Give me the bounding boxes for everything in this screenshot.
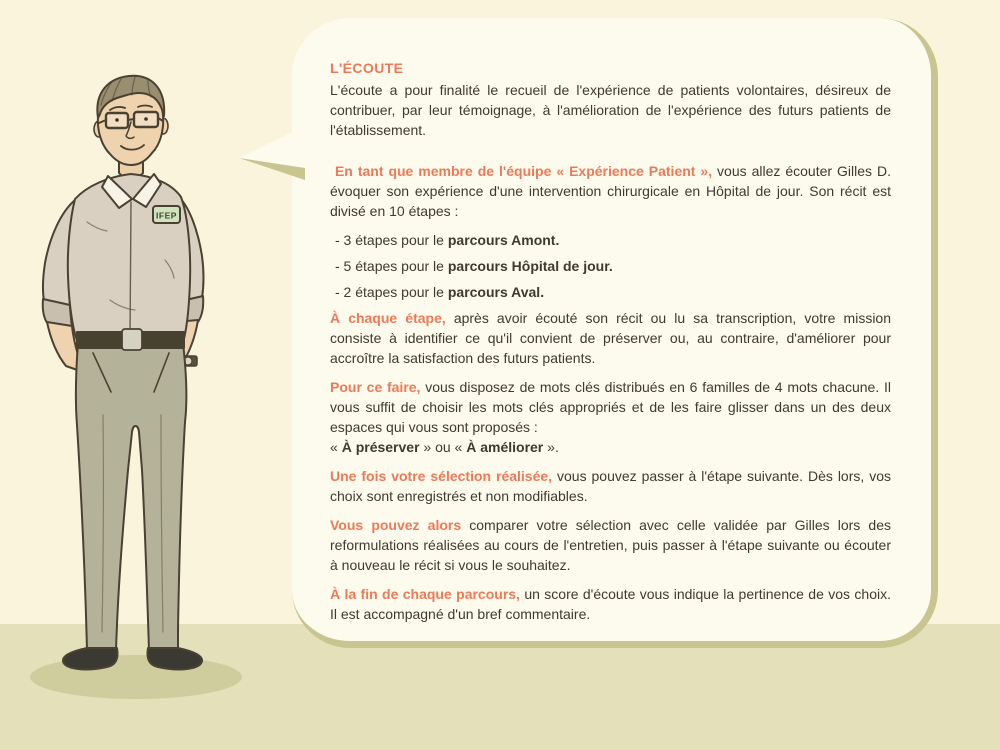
mission-text: vous allez écouter Gilles D. évoquer son expérience d'une intervention chirurgicale en Hôpital de jour. Son récit est divisé en 10 étapes : bbox=[330, 163, 891, 219]
character-trousers bbox=[76, 343, 186, 650]
options-open-quote: « bbox=[330, 439, 342, 455]
fin-paragraph bbox=[330, 584, 891, 624]
alors-lead: Vous pouvez alors bbox=[330, 517, 462, 533]
faire-text: vous disposez de mots clés distribués en 6 familles de 4 mots chacune. Il vous suffit de choisir les mots clés appropriés et de les faire glisser dans un des deux espaces qui vous sont proposés : bbox=[330, 379, 891, 435]
bullet-amont-bold: parcours Amont. bbox=[447, 232, 560, 248]
character-left-eye bbox=[115, 118, 119, 122]
selection-paragraph bbox=[330, 466, 891, 506]
character-right-eye bbox=[144, 117, 148, 121]
options-close-quote: ». bbox=[543, 439, 559, 455]
character-right-shoe bbox=[147, 648, 202, 669]
character-illustration bbox=[15, 70, 265, 690]
belt-buckle bbox=[122, 329, 142, 350]
faire-lead: Pour ce faire, bbox=[330, 379, 421, 395]
faire-paragraph bbox=[330, 377, 891, 457]
mission-lead: En tant que membre de l'équipe « Expérience Patient », bbox=[330, 163, 713, 179]
etape-paragraph bbox=[330, 308, 891, 368]
etape-text: après avoir écouté son récit ou lu sa transcription, votre mission consiste à identifier ce qu'il convient de préserver ou, au contraire, d'améliorer pour accroître la satisfaction des futurs patients. bbox=[330, 310, 891, 366]
character-left-shoe bbox=[63, 648, 118, 669]
bubble-title: L'ÉCOUTE bbox=[330, 60, 404, 76]
intro-paragraph: L'écoute a pour finalité le recueil de l'expérience de patients volontaires, désireux de contribuer, par leur témoignage, à l'amélioration de l'expérience des futurs patients de l'établissement. bbox=[330, 82, 891, 138]
option-ameliorer: À améliorer bbox=[466, 439, 544, 455]
fin-text: un score d'écoute vous indique la pertinence de vos choix. Il est accompagné d'un bref commentaire. bbox=[330, 586, 891, 622]
option-preserver: À préserver bbox=[341, 439, 420, 455]
mission-paragraph bbox=[330, 161, 891, 221]
speech-bubble bbox=[292, 18, 938, 648]
ifep-badge-label: IFEP bbox=[156, 210, 177, 221]
alors-paragraph bbox=[330, 515, 891, 575]
etape-lead: À chaque étape, bbox=[330, 310, 446, 326]
bullet-amont-text: - 3 étapes pour le bbox=[335, 232, 448, 248]
options-separator: » ou « bbox=[419, 439, 467, 455]
bullet-aval-bold: parcours Aval. bbox=[447, 284, 545, 300]
selection-lead: Une fois votre sélection réalisée, bbox=[330, 468, 553, 484]
speech-bubble-tail bbox=[233, 118, 307, 190]
fin-lead: À la fin de chaque parcours, bbox=[330, 586, 520, 602]
options-line bbox=[330, 437, 891, 457]
bullet-amont bbox=[335, 230, 891, 250]
bullet-aval bbox=[335, 282, 891, 302]
bullet-hopital bbox=[335, 256, 891, 276]
bullet-hopital-text: - 5 étapes pour le bbox=[335, 258, 448, 274]
bullet-aval-text: - 2 étapes pour le bbox=[335, 284, 448, 300]
alors-text: comparer votre sélection avec celle validée par Gilles lors des reformulations réalisées au cours de l'entretien, puis passer à l'étape suivante ou écouter à nouveau le récit si vous le souhaitez. bbox=[330, 517, 891, 573]
bullet-hopital-bold: parcours Hôpital de jour. bbox=[447, 258, 613, 274]
selection-text: vous pouvez passer à l'étape suivante. Dès lors, vos choix sont enregistrés et non modifiables. bbox=[330, 468, 891, 504]
